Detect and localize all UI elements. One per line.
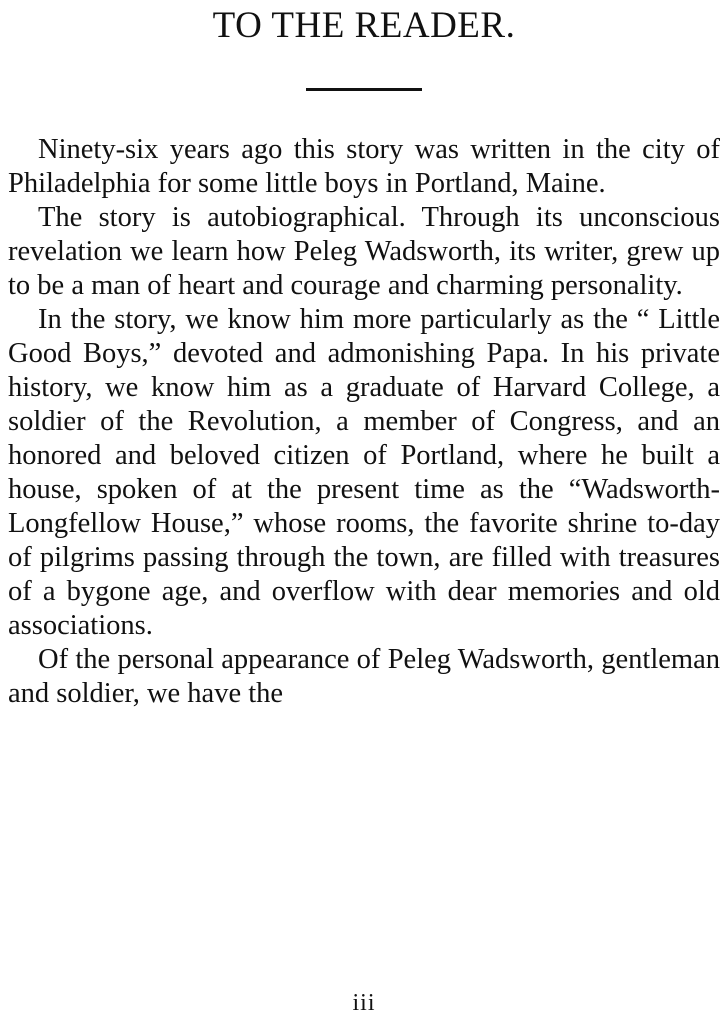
body-text [8, 133, 720, 711]
paragraph-2: The story is autobiographical. Through its unconscious revelation we learn how Peleg Wadsworth, its writer, grew up to be a man of heart and courage and charming personality. [8, 202, 720, 301]
paragraph-3: In the story, we know him more particularly as the “ Little Good Boys,” devoted and admonishing Papa. In his private history, we know him as a graduate of Harvard College, a soldier of the Revolution, a member of Congress, and an honored and beloved citizen of Portland, where he built a house, spoken of at the present time as the “Wadsworth-Longfellow House,” whose rooms, the favorite shrine to-day of pilgrims passing through the town, are filled with treasures of a bygone age, and overflow with dear memories and old associations. [8, 304, 720, 641]
title-divider-rule [306, 88, 422, 91]
paragraph-1: Ninety-six years ago this story was written in the city of Philadelphia for some little boys in Portland, Maine. [8, 134, 720, 199]
page-title: TO THE READER. [212, 5, 516, 46]
page-number: iii [352, 990, 376, 1016]
paragraph-4: Of the personal appearance of Peleg Wadsworth, gentleman and soldier, we have the [8, 644, 720, 709]
